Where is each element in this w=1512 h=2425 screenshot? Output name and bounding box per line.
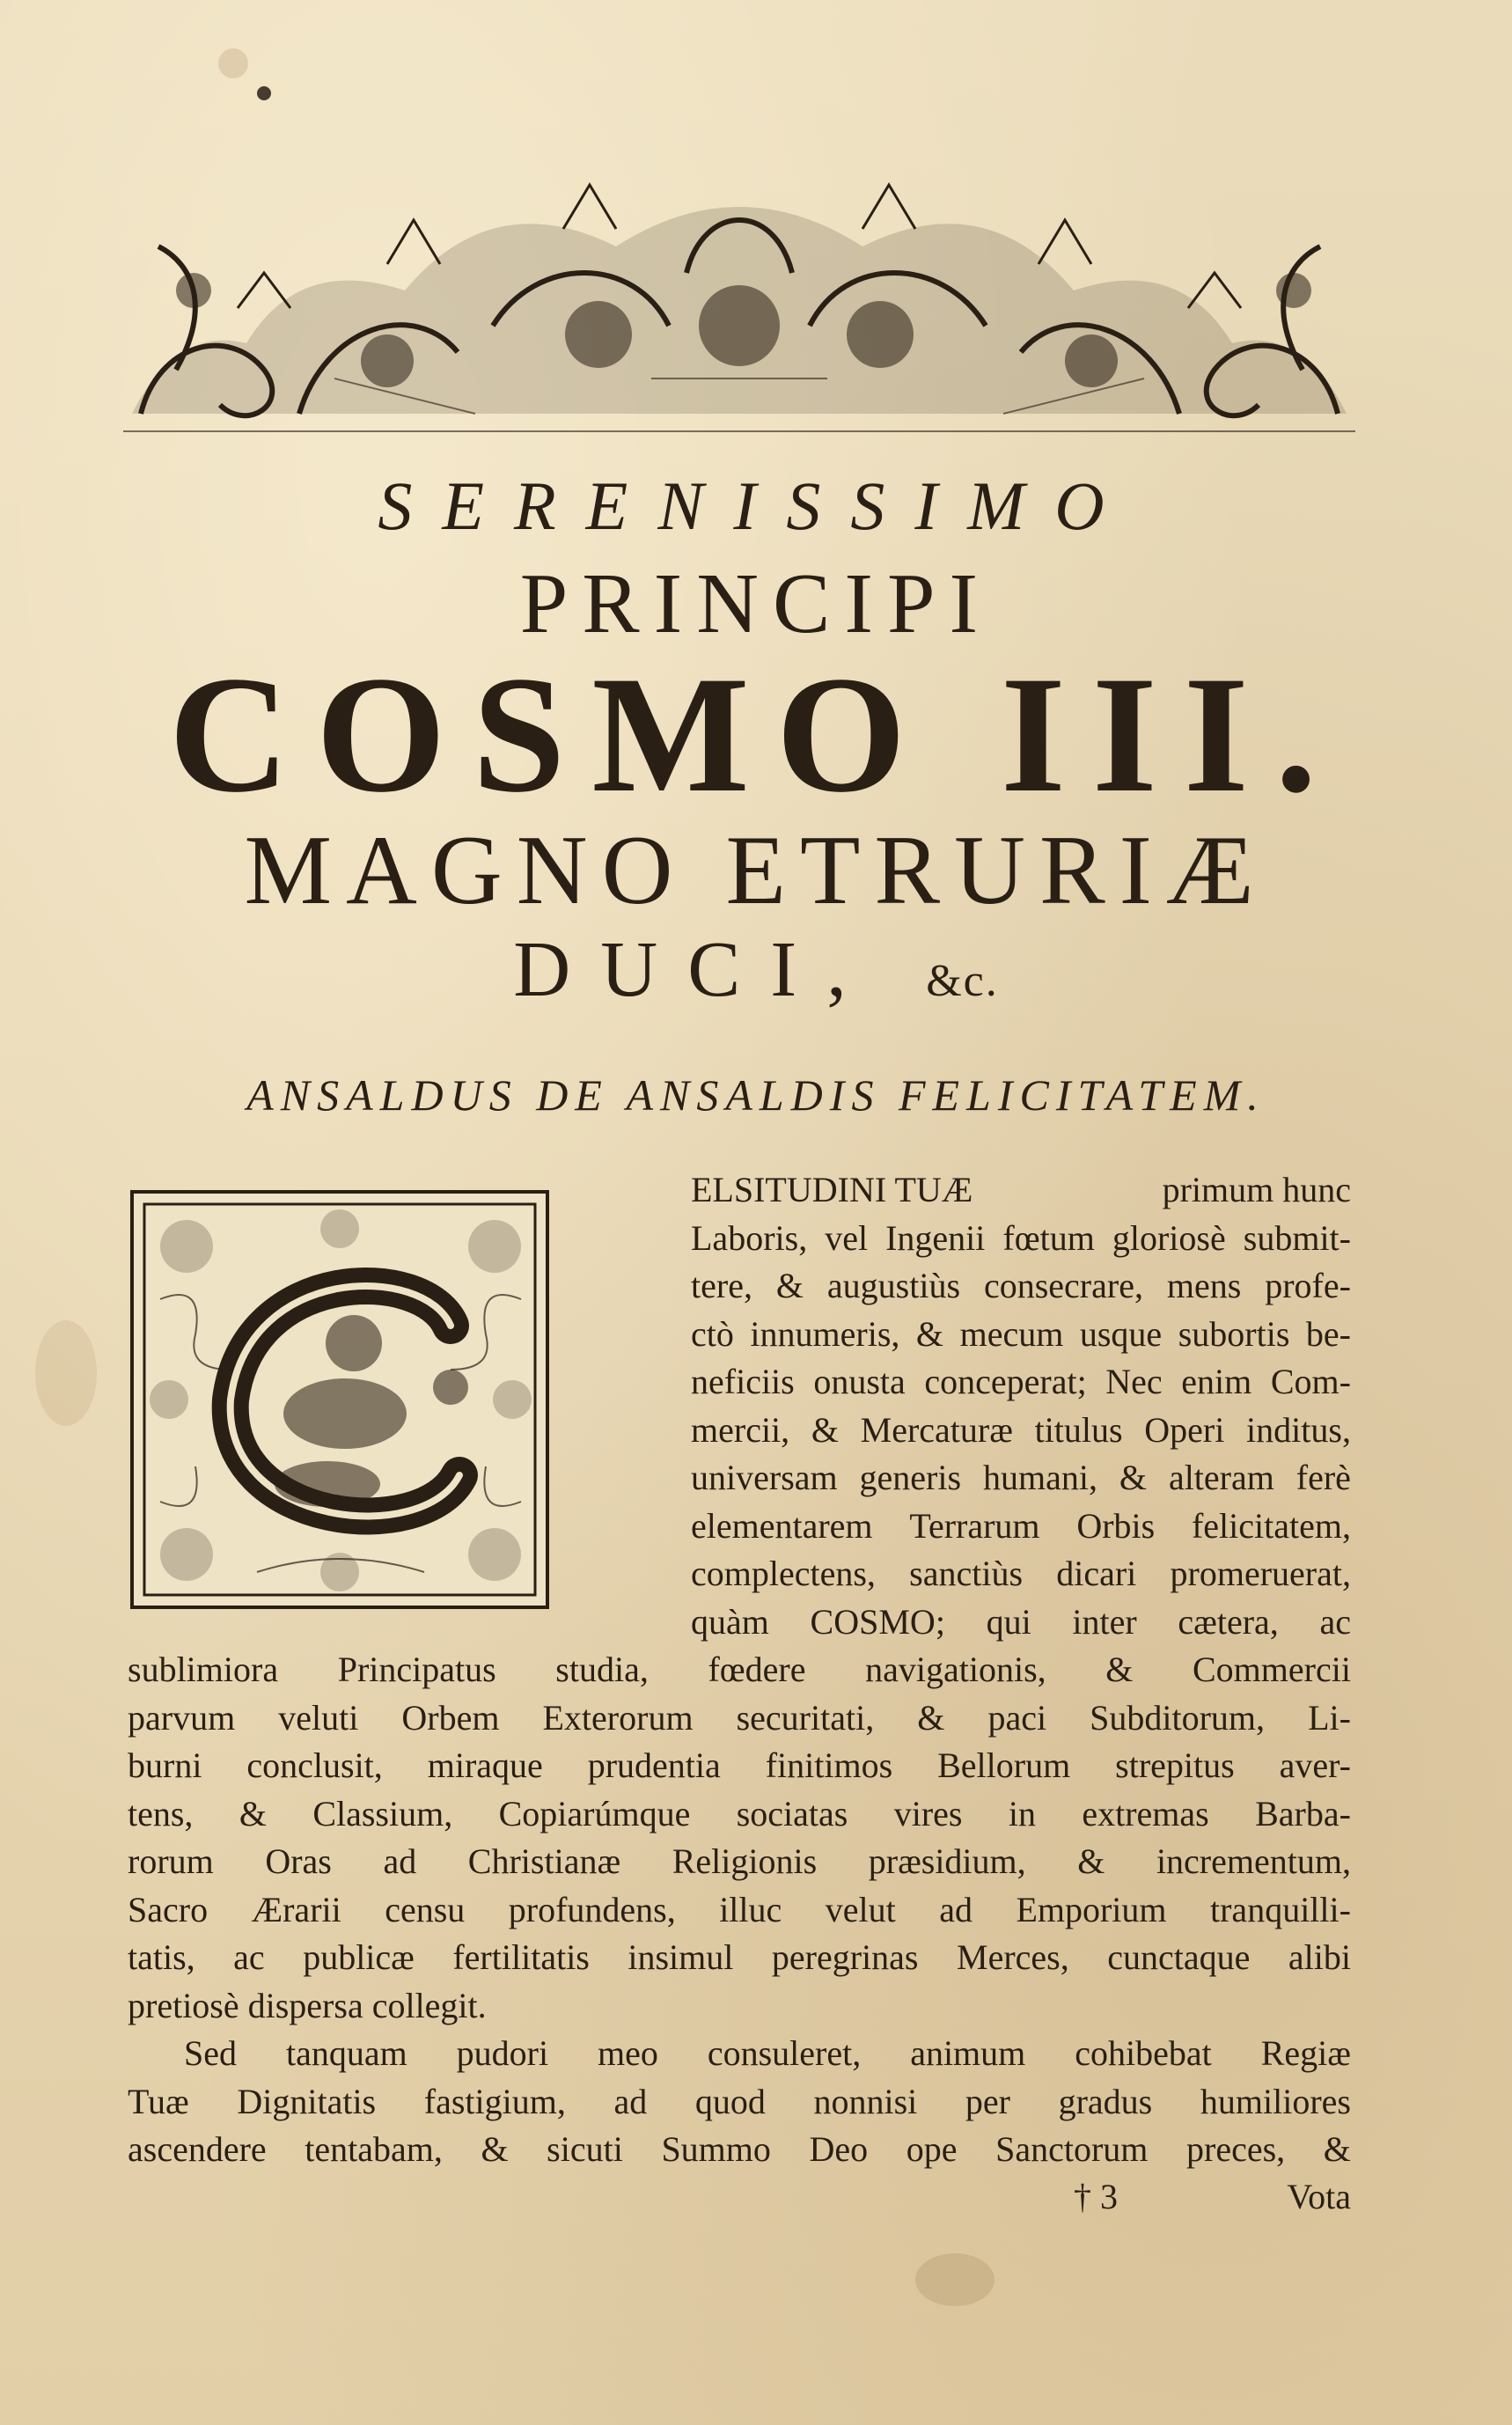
- word: Sed: [184, 2033, 237, 2073]
- word: in: [1008, 1793, 1036, 1833]
- word: Li-: [1308, 1697, 1351, 1738]
- word: aver-: [1279, 1745, 1351, 1785]
- word: inter: [1072, 1601, 1137, 1642]
- text-line: [128, 1838, 1351, 1886]
- word: securitati,: [736, 1697, 875, 1738]
- word: tentabam,: [305, 2129, 443, 2169]
- word: elementarem: [691, 1505, 873, 1546]
- word: tere,: [691, 1266, 752, 1305]
- word: felicitatem,: [1191, 1505, 1351, 1546]
- word: peregrinas: [771, 1937, 919, 1977]
- word: ad: [613, 2081, 648, 2121]
- word: profundens,: [508, 1889, 676, 1929]
- word: Orbem: [401, 1697, 500, 1738]
- word: finitimos: [765, 1745, 893, 1785]
- word: Classium,: [312, 1793, 453, 1833]
- word: tranquilli-: [1210, 1889, 1351, 1929]
- word: cætera,: [1178, 1601, 1279, 1642]
- word: &: [1105, 1650, 1134, 1689]
- text-line: [128, 2126, 1351, 2174]
- word: tanquam: [285, 2033, 407, 2073]
- word: ferè: [1295, 1458, 1351, 1497]
- word: Orbis: [1076, 1505, 1156, 1546]
- word: complectens,: [691, 1554, 876, 1593]
- word: meo: [598, 2033, 658, 2073]
- word: rorum: [128, 1841, 214, 1881]
- word: dicari: [1056, 1554, 1137, 1593]
- word: burni: [128, 1745, 202, 1785]
- word: COSMO;: [810, 1601, 945, 1642]
- word: consuleret,: [707, 2033, 862, 2073]
- word: submit-: [1243, 1217, 1351, 1258]
- word: &: [915, 1313, 944, 1354]
- text-line: [128, 1934, 1351, 1982]
- word: usque: [1079, 1313, 1163, 1354]
- word: Emporium: [1016, 1889, 1167, 1929]
- word: ac: [1319, 1601, 1351, 1642]
- word: incrementum,: [1156, 1841, 1351, 1881]
- word: strepitus: [1115, 1745, 1235, 1785]
- word: profe-: [1265, 1266, 1351, 1305]
- text-line: [128, 1646, 1351, 1694]
- word: qui: [986, 1601, 1031, 1642]
- word: Sanctorum: [995, 2129, 1149, 2169]
- text-line: [128, 1407, 1351, 1455]
- word: Ingenii: [885, 1217, 986, 1258]
- word: sociatas: [736, 1793, 848, 1833]
- word: vel: [825, 1217, 869, 1258]
- word: sublimiora: [128, 1650, 279, 1689]
- word: prudentia: [587, 1745, 721, 1785]
- word: cohibebat: [1075, 2033, 1212, 2073]
- word: Dignitatis: [237, 2081, 377, 2121]
- text-line: [128, 1742, 1351, 1790]
- text-line: [128, 1503, 1351, 1551]
- text-line: [128, 1454, 1351, 1503]
- text-line: [128, 1215, 1351, 1263]
- word: enim: [1181, 1362, 1252, 1401]
- word: Religionis: [672, 1841, 818, 1881]
- word: tens,: [128, 1793, 194, 1833]
- word: Regiæ: [1260, 2033, 1351, 2073]
- word: Commercii: [1192, 1650, 1351, 1689]
- text-line: [128, 1694, 1351, 1743]
- word: alteram: [1168, 1458, 1274, 1497]
- word: Subditorum,: [1090, 1697, 1266, 1738]
- page-footer: [1074, 2176, 1351, 2217]
- word: fertilitatis: [452, 1937, 590, 1977]
- word: Summo: [661, 2129, 771, 2169]
- text-line: [128, 1790, 1351, 1839]
- word: Nec: [1105, 1362, 1163, 1401]
- text-line: [128, 2030, 1351, 2078]
- word: primum hunc: [1162, 1170, 1351, 1209]
- word: navigationis,: [865, 1650, 1046, 1689]
- word: ascendere: [128, 2129, 267, 2169]
- word: Bellorum: [937, 1745, 1071, 1785]
- word: quàm: [691, 1601, 769, 1642]
- word: veluti: [278, 1697, 359, 1738]
- word: neficiis: [691, 1362, 795, 1401]
- word: Ærarii: [251, 1889, 341, 1929]
- word: Deo: [809, 2129, 869, 2169]
- text-line: [128, 1262, 1351, 1311]
- word: generis: [859, 1458, 962, 1497]
- text-line: [128, 1982, 1351, 2031]
- word: fastigium,: [423, 2081, 566, 2121]
- word: &: [775, 1266, 804, 1305]
- word: &: [1323, 2129, 1351, 2169]
- word: Operi: [1144, 1409, 1225, 1450]
- text-line: [128, 1886, 1351, 1935]
- text-line: [128, 1311, 1351, 1359]
- word: vires: [893, 1793, 963, 1833]
- word: illuc: [719, 1889, 782, 1929]
- word: per: [965, 2081, 1010, 2121]
- word: nonnisi: [813, 2081, 918, 2121]
- word: tatis,: [128, 1937, 195, 1977]
- word: innumeris,: [750, 1313, 900, 1354]
- word: Terrarum: [909, 1505, 1040, 1546]
- word: consecrare,: [983, 1266, 1143, 1305]
- word: gradus: [1058, 2081, 1153, 2121]
- title-principi: PRINCIPI: [519, 556, 993, 651]
- word: mecum: [959, 1313, 1064, 1354]
- word: promeruerat,: [1170, 1554, 1351, 1593]
- word: Laboris,: [691, 1217, 808, 1258]
- word: cunctaque: [1107, 1937, 1251, 1977]
- word: pretiosè dispersa collegit.: [128, 1985, 487, 2025]
- word: Exterorum: [542, 1697, 694, 1738]
- word: ctò: [691, 1313, 734, 1354]
- word: subortis: [1178, 1313, 1290, 1354]
- title-magno-etruriae: MAGNO ETRURIÆ: [244, 816, 1268, 925]
- text-line: [128, 1550, 1351, 1598]
- word: titulus: [1034, 1409, 1123, 1450]
- word: &: [1119, 1458, 1148, 1497]
- word: insimul: [628, 1937, 734, 1977]
- word: universam: [691, 1458, 838, 1497]
- word: Merces,: [957, 1937, 1069, 1977]
- signature-mark: † 3: [1074, 2177, 1118, 2216]
- word: parvum: [128, 1697, 236, 1738]
- title-duci-word: DUCI,: [513, 926, 877, 1013]
- word: fœdere: [708, 1650, 806, 1689]
- word: Principatus: [337, 1650, 496, 1689]
- word: ELSITUDINI TUÆ: [691, 1170, 973, 1209]
- title-cosmo: COSMO III.: [168, 643, 1344, 827]
- word: Tuæ: [128, 2081, 189, 2121]
- word: paci: [987, 1697, 1047, 1738]
- word: studia,: [555, 1650, 649, 1689]
- word: publicæ: [303, 1937, 415, 1977]
- word: augustiùs: [826, 1266, 961, 1305]
- word: extremas: [1082, 1793, 1209, 1833]
- word: inditus,: [1246, 1409, 1351, 1450]
- word: preces,: [1186, 2129, 1286, 2169]
- word: fœtum: [1002, 1217, 1095, 1258]
- word: gloriosè: [1112, 1217, 1226, 1258]
- word: humiliores: [1200, 2081, 1351, 2121]
- word: &: [481, 2129, 509, 2169]
- word: miraque: [427, 1745, 543, 1785]
- word: Barba-: [1255, 1793, 1351, 1833]
- text-line: [128, 2078, 1351, 2127]
- title-serenissimo: SERENISSIMO: [378, 467, 1134, 544]
- dedication-line: ANSALDUS DE ANSALDIS FELICITATEM.: [246, 1070, 1266, 1120]
- word: pudori: [456, 2033, 549, 2073]
- word: mercii,: [691, 1409, 790, 1450]
- word: Mercaturæ: [860, 1409, 1013, 1450]
- word: alibi: [1288, 1937, 1351, 1977]
- word: Copiarúmque: [498, 1793, 691, 1833]
- word: conceperat;: [924, 1362, 1087, 1401]
- body-text: [128, 1166, 1351, 2174]
- text-line: [128, 1166, 1351, 1215]
- word: &: [239, 1793, 267, 1833]
- ornamental-headband: [123, 150, 1355, 440]
- word: Sacro: [128, 1889, 209, 1929]
- word: ope: [906, 2129, 958, 2169]
- word: be-: [1305, 1313, 1351, 1354]
- word: velut: [825, 1889, 896, 1929]
- word: humani,: [982, 1458, 1097, 1497]
- title-duci: [0, 924, 1512, 1015]
- word: onusta: [813, 1362, 906, 1401]
- word: Oras: [265, 1841, 332, 1881]
- word: præsidium,: [868, 1841, 1026, 1881]
- word: &: [1077, 1841, 1105, 1881]
- text-line: [128, 1598, 1351, 1647]
- catchword: Vota: [1287, 2177, 1351, 2216]
- word: sicuti: [547, 2129, 623, 2169]
- word: Com-: [1270, 1362, 1351, 1401]
- word: conclusit,: [246, 1745, 383, 1785]
- title-etc: &c.: [926, 956, 999, 1006]
- word: &: [811, 1409, 839, 1450]
- word: ad: [939, 1889, 973, 1929]
- word: Christianæ: [467, 1841, 621, 1881]
- word: sanctiùs: [909, 1554, 1024, 1593]
- word: mens: [1166, 1266, 1242, 1305]
- word: censu: [385, 1889, 466, 1929]
- word: ac: [233, 1937, 265, 1977]
- word: &: [917, 1697, 945, 1738]
- text-line: [128, 1358, 1351, 1407]
- word: animum: [910, 2033, 1026, 2073]
- word: quod: [694, 2081, 766, 2121]
- word: ad: [383, 1841, 417, 1881]
